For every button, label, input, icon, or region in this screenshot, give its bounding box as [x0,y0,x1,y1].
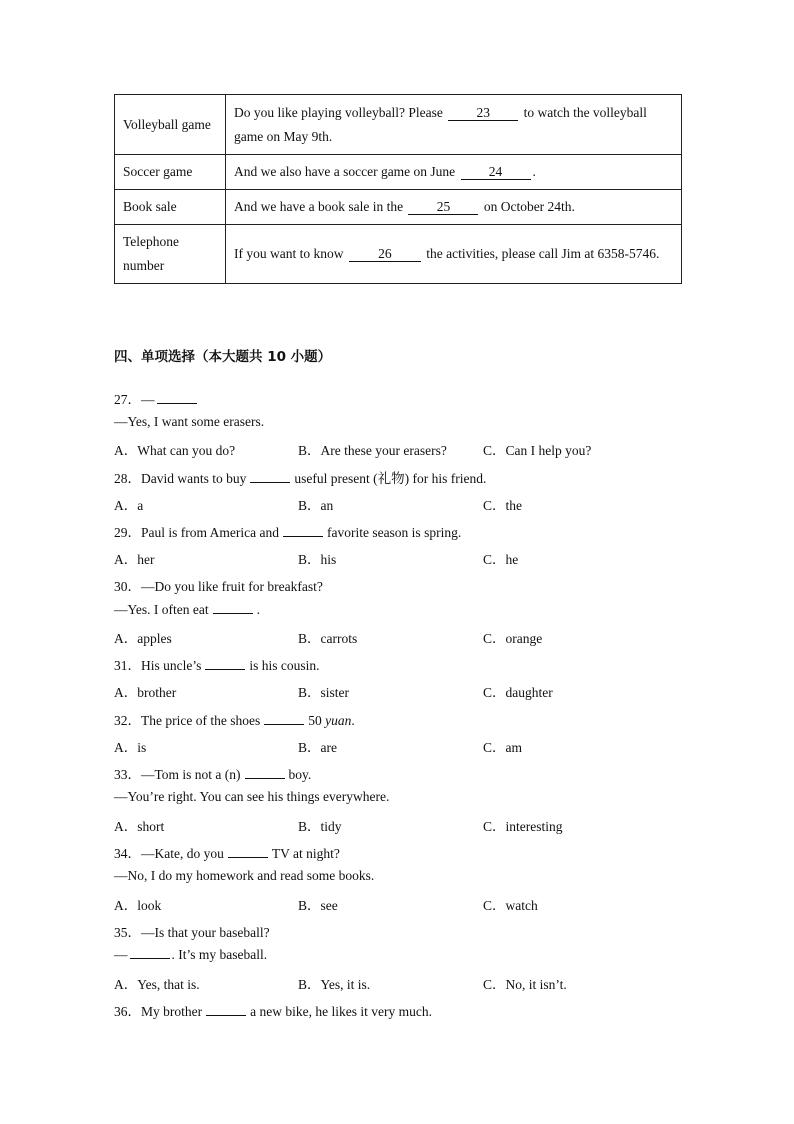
row-text: Do you like playing volleyball? Please 23 to watch the volleyball game on May 9th. [226,95,682,155]
option-c: C．Can I help you? [483,443,592,458]
option-c: C．the [483,498,522,513]
option-c: C．am [483,740,522,755]
question-27: 27．— [114,388,199,408]
table-row [115,155,682,190]
option-b: B．sister [298,685,350,700]
option-b: B．an [298,498,334,513]
option-c: C．interesting [483,819,563,834]
answer-blank [213,612,253,614]
question-30: 30．—Do you like fruit for breakfast? [114,579,323,594]
row-label: Telephone number [115,225,226,284]
table-row [115,225,682,284]
question-30-reply: —Yes. I often eat . [114,602,260,617]
option-b: B．his [298,552,337,567]
option-a: A．What can you do? [114,443,236,458]
blank-24: 24 [461,164,531,180]
option-b: B．are [298,740,337,755]
blank-23: 23 [448,105,518,121]
row-label: Soccer game [115,155,226,190]
row-text: If you want to know 26 the activities, please call Jim at 6358-5746. [226,225,682,284]
option-a: A．Yes, that is. [114,977,200,992]
row-text: And we have a book sale in the 25 on October 24th. [226,190,682,225]
table-row [115,95,682,155]
option-b: B．carrots [298,631,358,646]
option-c: C．he [483,552,519,567]
answer-blank [245,777,285,779]
question-29: 29．Paul is from America and favorite season is spring. [114,525,462,540]
blank-26: 26 [349,246,421,262]
question-34: 34．—Kate, do you TV at night? [114,846,340,861]
option-c: C．daughter [483,685,553,700]
option-b: B．Yes, it is. [298,977,371,992]
option-b: B．tidy [298,819,342,834]
option-b: B．Are these your erasers? [298,443,447,458]
option-a: A．look [114,898,162,913]
option-b: B．see [298,898,338,913]
question-33-reply: —You’re right. You can see his things everywhere. [114,789,390,804]
question-35: 35．—Is that your baseball? [114,925,270,940]
answer-blank [157,402,197,404]
row-label: Volleyball game [115,95,226,155]
option-a: A．brother [114,685,177,700]
question-28: 28．David wants to buy useful present (礼物) for his friend. [114,471,487,486]
activity-table [114,94,682,284]
question-27-reply: —Yes, I want some erasers. [114,414,265,429]
option-c: C．orange [483,631,543,646]
option-a: A．short [114,819,165,834]
question-34-reply: —No, I do my homework and read some books. [114,868,375,883]
answer-blank [205,668,245,670]
option-c: C．watch [483,898,538,913]
table-row [115,190,682,225]
section-title: 四、单项选择（本大题共 10 小题） [114,349,332,365]
row-label: Book sale [115,190,226,225]
answer-blank [283,535,323,537]
option-a: A．a [114,498,144,513]
option-a: A．her [114,552,155,567]
answer-blank [250,481,290,483]
answer-blank [264,723,304,725]
row-text: And we also have a soccer game on June 24 . [226,155,682,190]
blank-25: 25 [408,199,478,215]
option-a: A．apples [114,631,172,646]
option-a: A．is [114,740,147,755]
answer-blank [206,1014,246,1016]
question-33: 33．—Tom is not a (n) boy. [114,767,312,782]
answer-blank [228,856,268,858]
question-31: 31．His uncle’s is his cousin. [114,658,320,673]
answer-blank [130,957,170,959]
question-36: 36．My brother a new bike, he likes it very much. [114,1004,432,1019]
question-35-reply: — . It’s my baseball. [114,947,268,962]
option-c: C．No, it isn’t. [483,977,567,992]
question-32: 32．The price of the shoes 50 yuan. [114,713,355,728]
